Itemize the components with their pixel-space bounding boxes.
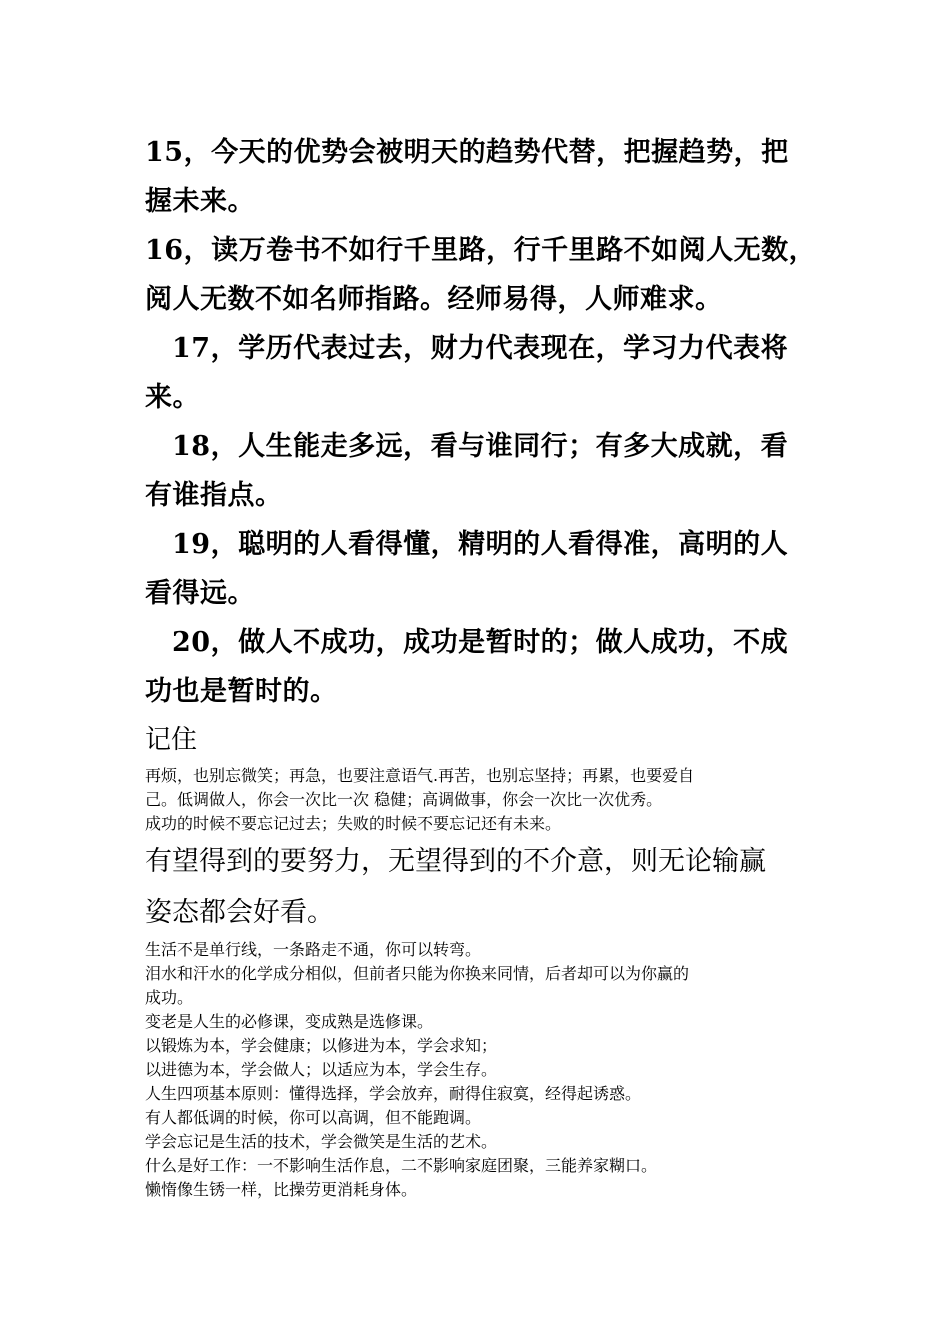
saying-line: 变老是人生的必修课，变成熟是选修课。 (145, 1012, 434, 1031)
remember-block (145, 764, 825, 836)
quote-line: 功也是暂时的。 (145, 676, 338, 707)
quote-20 (145, 618, 825, 716)
saying-line: 生活不是单行线，一条路走不通，你可以转弯。 (145, 940, 482, 959)
quote-17 (145, 324, 825, 422)
saying-line: 学会忘记是生活的技术，学会微笑是生活的艺术。 (145, 1132, 498, 1151)
saying-line: 人生四项基本原则：懂得选择，学会放弃，耐得住寂寞，经得起诱惑。 (145, 1084, 642, 1103)
saying-line: 什么是好工作：一不影响生活作息，二不影响家庭团聚，三能养家糊口。 (145, 1156, 658, 1175)
saying-line: 成功。 (145, 988, 194, 1007)
quote-15 (145, 128, 825, 226)
quote-line: 看得远。 (145, 578, 255, 609)
quote-19 (145, 520, 825, 618)
saying-line: 以锻炼为本，学会健康；以修进为本，学会求知； (145, 1036, 498, 1055)
quote-16 (145, 226, 825, 324)
emphasis-line: 姿态都会好看。 (145, 897, 334, 928)
saying-line: 泪水和汗水的化学成分相似，但前者只能为你换来同情，后者却可以为你赢的 (145, 964, 690, 983)
remember-line: 己。低调做人，你会一次比一次 稳健；高调做事，你会一次比一次优秀。 (145, 790, 663, 809)
quote-line: 握未来。 (145, 186, 255, 217)
saying-line: 懒惰像生锈一样，比操劳更消耗身体。 (145, 1180, 418, 1199)
numbered-quotes (145, 128, 825, 716)
quote-line: 17，学历代表过去，财力代表现在，学习力代表将 (172, 333, 789, 364)
quote-line: 19，聪明的人看得懂，精明的人看得准，高明的人 (172, 529, 789, 560)
saying-line: 以进德为本，学会做人；以适应为本，学会生存。 (145, 1060, 498, 1079)
quote-line: 15，今天的优势会被明天的趋势代替，把握趋势，把 (145, 137, 789, 168)
document-page (145, 128, 825, 1202)
quote-line: 16，读万卷书不如行千里路，行千里路不如阅人无数， (145, 235, 817, 266)
quote-line: 20，做人不成功，成功是暂时的；做人成功，不成 (172, 627, 789, 658)
emphasis-block (145, 836, 825, 938)
remember-line: 再烦，也别忘微笑；再急，也要注意语气.再苦，也别忘坚持；再累，也要爱自 (145, 766, 695, 785)
quote-line: 18，人生能走多远，看与谁同行；有多大成就，看 (172, 431, 789, 462)
emphasis-line: 有望得到的要努力，无望得到的不介意，则无论输赢 (145, 846, 766, 877)
saying-line: 有人都低调的时候，你可以高调，但不能跑调。 (145, 1108, 482, 1127)
quote-line: 有谁指点。 (145, 480, 283, 511)
quote-18 (145, 422, 825, 520)
remember-line: 成功的时候不要忘记过去；失败的时候不要忘记还有未来。 (145, 814, 562, 833)
life-sayings-block (145, 938, 825, 1202)
quote-line: 阅人无数不如名师指路。经师易得，人师难求。 (145, 284, 723, 315)
section-heading: 记住 (145, 725, 198, 755)
quote-line: 来。 (145, 382, 200, 413)
